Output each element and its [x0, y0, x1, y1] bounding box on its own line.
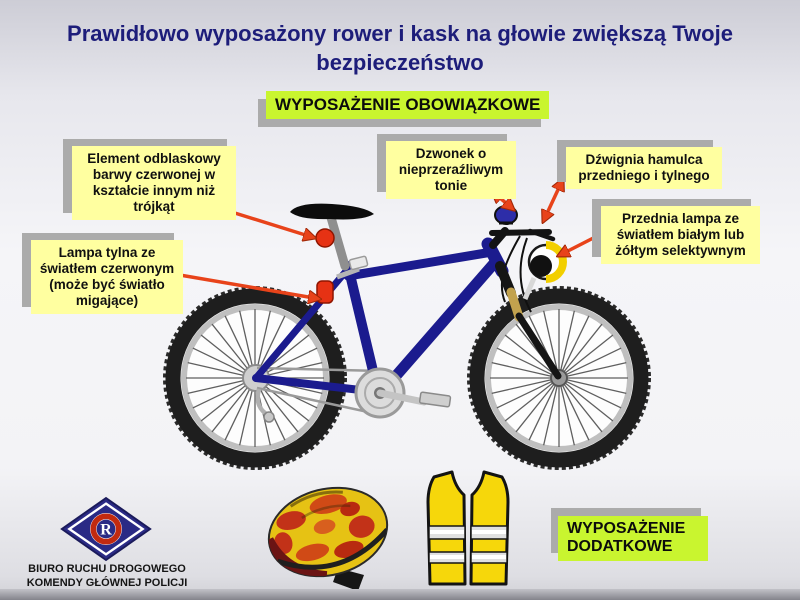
page-title: Prawidłowo wyposażony rower i kask na głowie zwiększą Twoje bezpieczeństwo	[67, 21, 733, 75]
police-logo	[59, 496, 153, 562]
logo-letter: R	[100, 521, 112, 539]
additional-equipment-heading: WYPOSAŻENIE DODATKOWE	[558, 516, 708, 561]
callout-front-lamp: Przednia lampa ze światłem białym lub żółtym selektywnym	[601, 206, 760, 264]
crankset	[356, 369, 451, 417]
saddle	[290, 204, 374, 220]
helmet-illustration	[259, 476, 396, 591]
bicycle-illustration	[166, 204, 648, 467]
bottom-edge-bar	[0, 589, 800, 600]
callout-bell: Dzwonek o nieprzeraźliwym tonie	[386, 141, 516, 199]
callout-reflector: Element odblaskowy barwy czerwonej w kształcie innym niż trójkąt	[72, 146, 236, 220]
mandatory-equipment-heading: WYPOSAŻENIE OBOWIĄZKOWE	[266, 91, 549, 119]
vest-illustration	[428, 472, 508, 584]
footer-organization	[16, 563, 198, 591]
footer-org-line2: KOMENDY GŁÓWNEJ POLICJI	[26, 576, 188, 589]
callout-brake-levers: Dźwignia hamulca przedniego i tylnego	[566, 147, 722, 189]
rear-reflector	[316, 229, 334, 247]
callout-rear-lamp: Lampa tylna ze światłem czerwonym (może być światło migające)	[31, 240, 183, 314]
arrow-brake	[543, 179, 563, 222]
footer-org-line1: BIURO RUCHU DROGOWEGO	[28, 563, 186, 575]
